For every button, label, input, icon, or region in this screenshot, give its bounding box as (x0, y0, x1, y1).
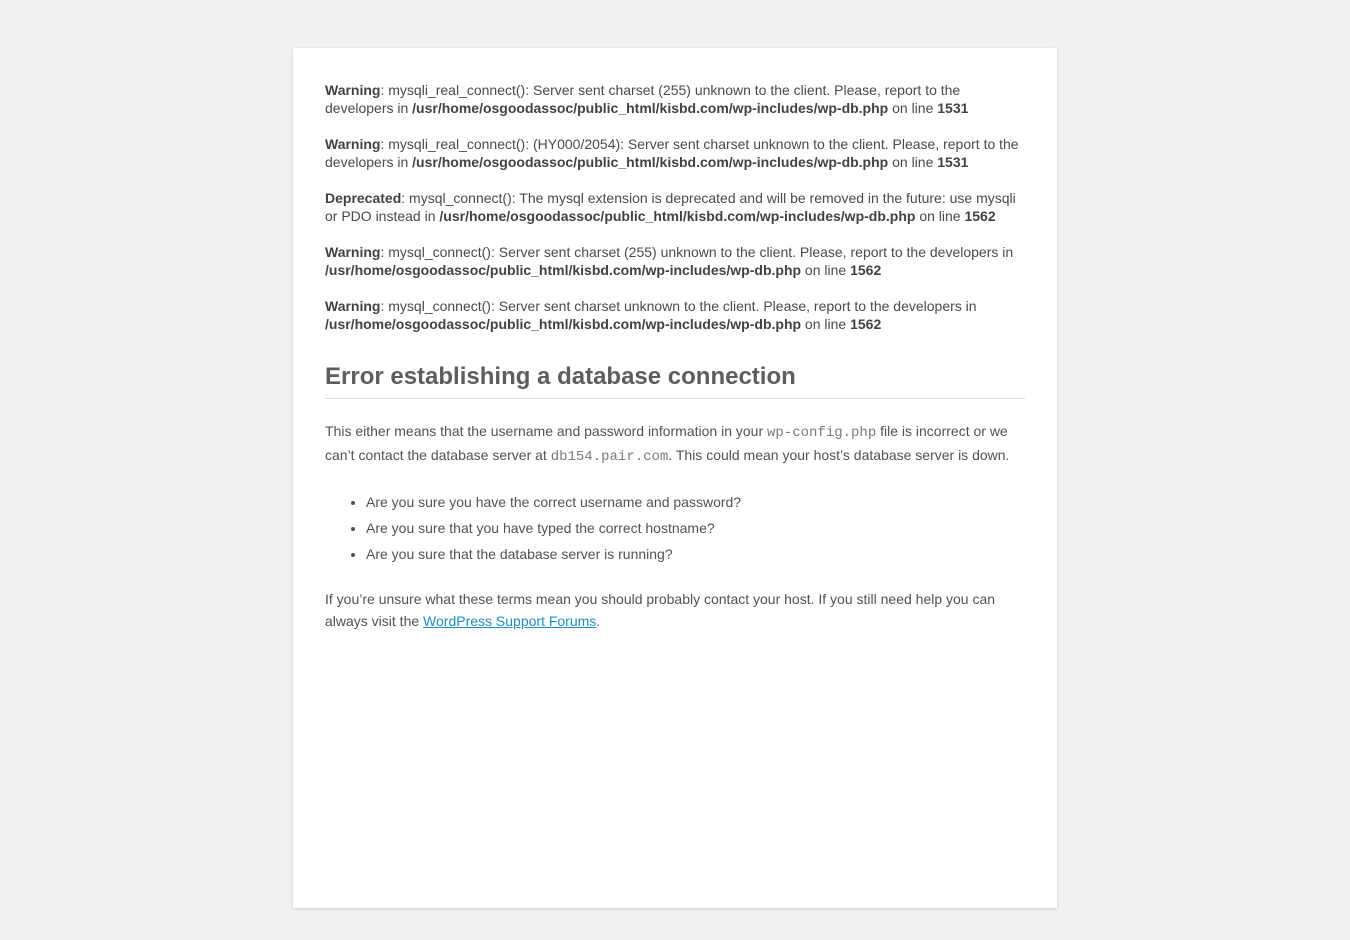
warning-text: on line (888, 154, 938, 170)
warning-file-path: /usr/home/osgoodassoc/public_html/kisbd.com/wp-includes/wp-db.php (325, 262, 802, 278)
warning-label: Deprecated (325, 190, 402, 206)
php-warning-3 (325, 243, 1025, 279)
warning-label: Warning (325, 244, 381, 260)
php-deprecated-notice (325, 189, 1025, 225)
warning-text: : mysql_connect(): Server sent charset unknown to the client. Please, report to the developers in (380, 298, 977, 314)
php-warning-1 (325, 81, 1025, 117)
troubleshoot-list (325, 491, 1025, 565)
warning-line-number: 1531 (937, 100, 969, 116)
list-item-username-password: • Are you sure you have the correct username and password? (366, 491, 1025, 513)
warning-file-path: /usr/home/osgoodassoc/public_html/kisbd.com/wp-includes/wp-db.php (439, 208, 916, 224)
error-outro-paragraph (325, 588, 1025, 632)
warning-file-path: /usr/home/osgoodassoc/public_html/kisbd.com/wp-includes/wp-db.php (412, 100, 889, 116)
php-warning-4 (325, 297, 1025, 333)
intro-text: file is incorrect or we can’t contact the database server at (325, 423, 1008, 463)
list-item-hostname: • Are you sure that you have typed the correct hostname? (366, 517, 1025, 539)
warning-line-number: 1562 (850, 316, 882, 332)
error-page-card (293, 48, 1057, 908)
warning-text: : mysql_connect(): The mysql extension is deprecated and will be removed in the future: use mysqli or PDO instead in (325, 190, 1016, 224)
page-title: Error establishing a database connection (325, 363, 1025, 399)
intro-text: . This could mean your host’s database server is down. (668, 447, 1010, 463)
warning-text: on line (915, 208, 965, 224)
wp-config-code: wp-config.php (767, 425, 877, 441)
list-item-server-running: • Are you sure that the database server is running? (366, 543, 1025, 565)
warning-file-path: /usr/home/osgoodassoc/public_html/kisbd.com/wp-includes/wp-db.php (412, 154, 889, 170)
warning-text: on line (888, 100, 938, 116)
db-host-code: db154.pair.com (550, 449, 669, 465)
warning-text: : mysqli_real_connect(): Server sent charset (255) unknown to the client. Please, report to the developers in (325, 82, 961, 116)
warning-text: : mysqli_real_connect(): (HY000/2054): Server sent charset unknown to the client. Please, report to the developers in (325, 136, 1019, 170)
warning-file-path: /usr/home/osgoodassoc/public_html/kisbd.com/wp-includes/wp-db.php (325, 316, 802, 332)
warning-label: Warning (325, 136, 381, 152)
warning-label: Warning (325, 82, 381, 98)
outro-text: . (596, 613, 601, 629)
warning-line-number: 1562 (964, 208, 996, 224)
warning-line-number: 1531 (937, 154, 969, 170)
warning-label: Warning (325, 298, 381, 314)
warning-text: : mysql_connect(): Server sent charset (255) unknown to the client. Please, report to the developers in (380, 244, 1014, 260)
error-intro-paragraph (325, 420, 1025, 468)
warning-text: on line (801, 262, 851, 278)
php-warning-2 (325, 135, 1025, 171)
warning-text: on line (801, 316, 851, 332)
intro-text: This either means that the username and password information in your (325, 423, 768, 439)
outro-text: If you’re unsure what these terms mean you should probably contact your host. If you still need help you can always visit the (325, 591, 996, 629)
wordpress-support-forums-link[interactable]: WordPress Support Forums (423, 613, 597, 629)
warning-line-number: 1562 (850, 262, 882, 278)
